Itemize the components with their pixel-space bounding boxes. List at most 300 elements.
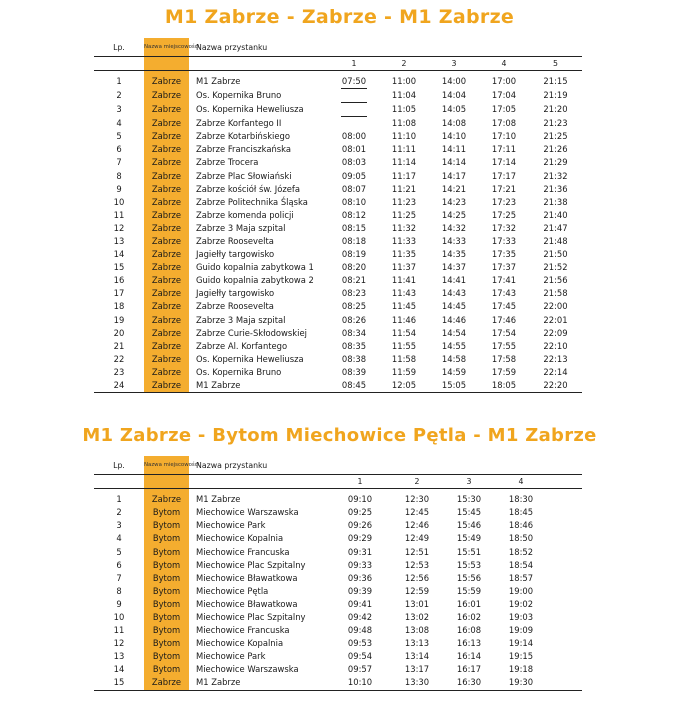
departure-time-cell: 08:03	[341, 157, 367, 168]
departure-time-cell: 09:42	[347, 611, 373, 622]
stop-name-cell: M1 Zabrze	[196, 76, 241, 87]
stop-name-cell: Miechowice Kopalnia	[196, 638, 284, 649]
stop-name-cell: Zabrze Franciszkańska	[196, 144, 291, 155]
town-cell: Zabrze	[144, 183, 189, 196]
departure-time-cell: 17:37	[491, 262, 517, 273]
departure-time-cell: 18:57	[508, 572, 534, 583]
stop-name-cell: Miechowice Park	[196, 651, 266, 662]
departure-time-cell: 14:55	[441, 340, 467, 351]
header-run: 2	[379, 57, 429, 71]
departure-time-cell: 12:45	[404, 507, 430, 518]
departure-time-cell: 08:35	[341, 340, 367, 351]
table-row	[94, 222, 582, 235]
stop-name-cell: Zabrze kościół św. Józefa	[196, 183, 300, 194]
row-number: 21	[113, 340, 125, 351]
stop-name-cell: Miechowice Kopalnia	[196, 533, 284, 544]
departure-time-cell	[329, 88, 379, 102]
town-cell: Zabrze	[144, 88, 189, 102]
departure-time-cell: 14:59	[441, 366, 467, 377]
departure-time-cell: 13:17	[404, 664, 430, 675]
departure-time-cell: 17:32	[491, 222, 517, 233]
row-number: 16	[113, 275, 125, 286]
stop-name-cell: Os. Kopernika Heweliusza	[196, 353, 304, 364]
departure-time-cell: 08:19	[341, 249, 367, 260]
departure-time-cell: 12:59	[404, 585, 430, 596]
departure-time-cell: 11:05	[391, 103, 417, 114]
row-number: 1	[116, 76, 122, 87]
town-cell: Bytom	[144, 506, 189, 519]
departure-time-cell: 17:00	[491, 76, 517, 87]
departure-time-cell: 18:50	[508, 533, 534, 544]
stop-name-cell: Miechowice Park	[196, 520, 266, 531]
table-row	[94, 143, 582, 156]
row-number: 22	[113, 353, 125, 364]
table-row	[94, 676, 582, 690]
departure-time-cell: 18:46	[508, 520, 534, 531]
stop-name-cell: Guido kopalnia zabytkowa 2	[196, 275, 314, 286]
departure-time-cell: 11:35	[391, 249, 417, 260]
departure-time-cell: 08:39	[341, 366, 367, 377]
departure-time-cell: 17:25	[491, 209, 517, 220]
departure-time-cell: 08:01	[341, 144, 367, 155]
row-number: 12	[113, 222, 125, 233]
stop-name-cell: Zabrze Al. Korfantego	[196, 340, 288, 351]
stop-name-cell: Zabrze 3 Maja szpital	[196, 222, 286, 233]
departure-time-cell: 11:58	[391, 353, 417, 364]
row-number: 6	[116, 559, 122, 570]
town-cell: Zabrze	[144, 196, 189, 209]
departure-time-cell: 13:30	[391, 676, 443, 690]
header-run: 2	[391, 475, 443, 489]
stop-name-cell: Miechowice Francuska	[196, 546, 290, 557]
table-row	[94, 637, 582, 650]
stop-name-cell: M1 Zabrze	[196, 494, 241, 505]
row-number: 18	[113, 301, 125, 312]
departure-time-cell: 21:36	[543, 183, 568, 194]
town-cell: Zabrze	[144, 300, 189, 313]
departure-time-cell: 09:57	[347, 664, 373, 675]
departure-time-cell: 12:56	[404, 572, 430, 583]
departure-time-cell: 09:39	[347, 585, 373, 596]
table-row	[94, 663, 582, 676]
town-cell: Zabrze	[144, 209, 189, 222]
row-number: 2	[116, 507, 122, 518]
table-row	[94, 300, 582, 313]
departure-time-cell: 14:08	[441, 117, 467, 128]
departure-time-cell: 09:31	[347, 546, 373, 557]
departure-time-cell: 19:15	[508, 651, 534, 662]
departure-time-cell: 14:23	[441, 196, 467, 207]
stop-name-cell: Os. Kopernika Bruno	[196, 89, 282, 100]
row-number: 13	[113, 651, 125, 662]
departure-time-cell: 09:53	[347, 638, 373, 649]
departure-time-cell: 12:53	[404, 559, 430, 570]
departure-time-cell: 17:45	[491, 301, 517, 312]
stop-name-cell: Zabrze Korfantego II	[196, 117, 282, 128]
departure-time-cell: 11:23	[391, 196, 417, 207]
row-number: 5	[116, 546, 122, 557]
stop-name-cell: Zabrze Kotarbińskiego	[196, 131, 290, 142]
stop-name-cell: Zabrze Curie-Skłodowskiej	[196, 327, 307, 338]
row-number: 2	[116, 89, 122, 100]
departure-time-cell: 17:14	[491, 157, 517, 168]
row-number: 12	[113, 638, 125, 649]
town-cell: Zabrze	[144, 327, 189, 340]
departure-time-cell: 18:54	[508, 559, 534, 570]
header-run: 1	[329, 475, 391, 489]
departure-time-cell: 17:35	[491, 249, 517, 260]
header-run: 5	[529, 57, 582, 71]
departure-time-cell: 13:14	[404, 651, 430, 662]
table-row	[94, 156, 582, 169]
departure-time-cell: 12:05	[379, 379, 429, 393]
table-row	[94, 545, 582, 558]
stop-name-cell: Guido kopalnia zabytkowa 1	[196, 262, 314, 273]
table-row	[94, 624, 582, 637]
departure-time-cell: 09:29	[347, 533, 373, 544]
departure-time-cell: 14:32	[441, 222, 467, 233]
departure-time-cell: 08:38	[341, 353, 367, 364]
departure-time-cell: 11:08	[391, 117, 417, 128]
timetable-1	[94, 38, 582, 393]
departure-time-cell: 11:41	[391, 275, 417, 286]
departure-time-cell: 18:30	[508, 494, 534, 505]
stop-name-cell: Os. Kopernika Bruno	[196, 366, 282, 377]
departure-time-cell: 21:23	[543, 117, 568, 128]
departure-time-cell: 08:20	[341, 262, 367, 273]
town-cell: Bytom	[144, 637, 189, 650]
departure-time-cell: 13:02	[404, 611, 430, 622]
stop-name-cell: Zabrze Trocera	[196, 157, 259, 168]
town-cell: Bytom	[144, 650, 189, 663]
departure-time-cell: 16:30	[443, 676, 495, 690]
departure-time-cell: 19:03	[508, 611, 534, 622]
departure-time-cell: 08:26	[341, 314, 367, 325]
town-cell: Zabrze	[144, 248, 189, 261]
departure-time-cell: 22:09	[543, 327, 568, 338]
departure-time-cell: 14:04	[441, 89, 467, 100]
town-cell: Zabrze	[144, 235, 189, 248]
departure-time-cell: 21:48	[543, 235, 568, 246]
departure-time-cell: 15:05	[429, 379, 479, 393]
table-row	[94, 650, 582, 663]
departure-time-cell: 13:01	[404, 598, 430, 609]
table-row	[94, 559, 582, 572]
departure-time-cell: 17:05	[491, 103, 517, 114]
town-cell: Zabrze	[144, 676, 189, 690]
departure-time-cell: 11:54	[391, 327, 417, 338]
table-row	[94, 598, 582, 611]
departure-time-cell: 22:01	[543, 314, 568, 325]
table-row	[94, 314, 582, 327]
town-cell: Zabrze	[144, 340, 189, 353]
row-number: 10	[113, 611, 125, 622]
departure-time-cell: 14:41	[441, 275, 467, 286]
departure-time-cell: 21:19	[543, 89, 568, 100]
table-row	[94, 209, 582, 222]
departure-time-cell: 11:46	[391, 314, 417, 325]
departure-time-cell: 19:00	[508, 585, 534, 596]
departure-time-cell	[329, 116, 379, 130]
departure-time-cell: 22:20	[529, 379, 582, 393]
stop-name-cell: Os. Kopernika Heweliusza	[196, 103, 304, 114]
town-cell: Bytom	[144, 624, 189, 637]
departure-time-cell: 14:00	[441, 76, 467, 87]
departure-time-cell: 15:46	[456, 520, 482, 531]
departure-time-cell: 16:01	[456, 598, 482, 609]
table-row	[94, 572, 582, 585]
departure-time-cell: 17:46	[491, 314, 517, 325]
stop-name-cell: Miechowice Bławatkowa	[196, 598, 298, 609]
departure-time-cell: 17:21	[491, 183, 517, 194]
row-number: 15	[94, 676, 144, 690]
departure-time-cell: 17:10	[491, 131, 517, 142]
departure-time-cell: 08:07	[341, 183, 367, 194]
departure-time-cell: 15:53	[456, 559, 482, 570]
town-cell: Bytom	[144, 572, 189, 585]
town-cell: Bytom	[144, 663, 189, 676]
departure-time-cell: 08:15	[341, 222, 367, 233]
departure-time-cell: 11:45	[391, 301, 417, 312]
town-cell: Zabrze	[144, 116, 189, 130]
row-number: 10	[113, 196, 125, 207]
header-town: Nazwa miejscowości	[144, 38, 189, 57]
stop-name-cell: Miechowice Francuska	[196, 625, 290, 636]
departure-time-cell: 18:45	[508, 507, 534, 518]
departure-time-cell: 14:05	[441, 103, 467, 114]
departure-time-cell: 17:54	[491, 327, 517, 338]
town-cell: Zabrze	[144, 379, 189, 393]
departure-time-cell	[329, 102, 379, 116]
table-row	[94, 340, 582, 353]
row-number: 11	[113, 625, 125, 636]
departure-time-cell: 21:40	[543, 209, 568, 220]
departure-time-cell: 21:25	[543, 131, 568, 142]
departure-time-cell: 19:14	[508, 638, 534, 649]
departure-time-cell: 16:13	[456, 638, 482, 649]
header-lp: Lp.	[94, 38, 144, 57]
stop-name-cell: Zabrze Roosevelta	[196, 235, 274, 246]
departure-time-cell: 14:58	[441, 353, 467, 364]
departure-time-cell: 16:14	[456, 651, 482, 662]
departure-time-cell: 11:04	[391, 89, 417, 100]
row-number: 5	[116, 131, 122, 142]
town-cell: Zabrze	[144, 156, 189, 169]
departure-time-cell: 21:26	[543, 144, 568, 155]
departure-time-cell: 17:11	[491, 144, 517, 155]
row-number: 23	[113, 366, 125, 377]
departure-time-cell: 11:59	[391, 366, 417, 377]
header-run: 1	[329, 57, 379, 71]
departure-time-cell: 11:00	[391, 76, 417, 87]
departure-time-cell: 21:56	[543, 275, 568, 286]
departure-time-cell: 22:10	[543, 340, 568, 351]
departure-time-cell: 15:56	[456, 572, 482, 583]
town-cell: Zabrze	[144, 102, 189, 116]
departure-time-cell: 14:14	[441, 157, 467, 168]
departure-time-cell: 14:17	[441, 170, 467, 181]
stop-name-cell: Miechowice Warszawska	[196, 664, 299, 675]
stop-name-cell: Jagiełły targowisko	[196, 249, 275, 260]
departure-time-cell: 14:10	[441, 131, 467, 142]
departure-time-cell: 14:43	[441, 288, 467, 299]
departure-time-cell: 14:46	[441, 314, 467, 325]
timetable-2	[94, 456, 582, 691]
departure-time-cell: 14:21	[441, 183, 467, 194]
departure-time-cell: 14:37	[441, 262, 467, 273]
stop-name-cell: Zabrze Roosevelta	[196, 301, 274, 312]
header-town: Nazwa miejscowości	[144, 456, 189, 475]
departure-time-cell: 12:46	[404, 520, 430, 531]
row-number: 9	[116, 598, 122, 609]
town-cell: Zabrze	[144, 143, 189, 156]
departure-time-cell: 08:10	[341, 196, 367, 207]
no-departure-dash	[341, 88, 367, 102]
town-cell: Zabrze	[144, 353, 189, 366]
departure-time-cell: 09:10	[347, 494, 373, 505]
departure-time-cell: 19:09	[508, 625, 534, 636]
departure-time-cell: 16:08	[456, 625, 482, 636]
no-departure-dash	[341, 116, 367, 130]
departure-time-cell: 11:25	[391, 209, 417, 220]
departure-time-cell: 09:54	[347, 651, 373, 662]
timetable-1-body	[94, 75, 582, 392]
stop-name-cell: M1 Zabrze	[189, 379, 329, 393]
departure-time-cell: 21:15	[543, 76, 568, 87]
table-row	[94, 75, 582, 88]
stop-name-cell: Zabrze Politechnika Śląska	[196, 196, 308, 207]
stop-name-cell: Zabrze komenda policji	[196, 209, 294, 220]
departure-time-cell: 17:41	[491, 275, 517, 286]
row-number: 15	[113, 262, 125, 273]
departure-time-cell: 11:10	[391, 131, 417, 142]
departure-time-cell: 17:59	[491, 366, 517, 377]
row-number: 4	[116, 117, 122, 128]
departure-time-cell: 08:23	[341, 288, 367, 299]
town-cell: Bytom	[144, 545, 189, 558]
town-cell: Zabrze	[144, 75, 189, 88]
departure-time-cell: 11:32	[391, 222, 417, 233]
table-row	[94, 88, 582, 102]
row-number: 3	[116, 520, 122, 531]
table-row	[94, 353, 582, 366]
departure-time-cell: 09:05	[341, 170, 367, 181]
departure-time-cell: 16:02	[456, 611, 482, 622]
departure-time-cell: 15:59	[456, 585, 482, 596]
departure-time-cell: 17:43	[491, 288, 517, 299]
town-cell: Bytom	[144, 519, 189, 532]
departure-time-cell: 21:32	[543, 170, 568, 181]
departure-time-cell: 13:13	[404, 638, 430, 649]
header-run: 3	[443, 475, 495, 489]
departure-time-cell: 09:41	[347, 598, 373, 609]
town-cell: Zabrze	[144, 169, 189, 182]
row-number: 6	[116, 144, 122, 155]
row-number: 7	[116, 157, 122, 168]
row-number: 17	[113, 288, 125, 299]
timetable-2-body	[94, 493, 582, 690]
departure-time-cell: 09:33	[347, 559, 373, 570]
departure-time-cell: 09:36	[347, 572, 373, 583]
departure-time-cell: 15:45	[456, 507, 482, 518]
departure-time-cell: 08:21	[341, 275, 367, 286]
departure-time-cell: 17:33	[491, 235, 517, 246]
table-row	[94, 327, 582, 340]
table-row	[94, 519, 582, 532]
departure-time-cell: 14:35	[441, 249, 467, 260]
town-cell: Zabrze	[144, 261, 189, 274]
town-cell: Bytom	[144, 532, 189, 545]
departure-time-cell: 17:23	[491, 196, 517, 207]
stop-name-cell: Miechowice Bławatkowa	[196, 572, 298, 583]
departure-time-cell: 11:11	[391, 144, 417, 155]
departure-time-cell: 13:08	[404, 625, 430, 636]
town-cell: Zabrze	[144, 493, 189, 506]
departure-time-cell: 08:18	[341, 235, 367, 246]
departure-time-cell: 21:52	[543, 262, 568, 273]
departure-time-cell: 08:25	[341, 301, 367, 312]
stop-name-cell: Zabrze 3 Maja szpital	[196, 314, 286, 325]
table-row	[94, 102, 582, 116]
table-row	[94, 235, 582, 248]
town-cell: Zabrze	[144, 130, 189, 143]
table-row	[94, 130, 582, 143]
town-cell: Bytom	[144, 559, 189, 572]
departure-time-cell: 10:10	[329, 676, 391, 690]
departure-time-cell: 22:14	[543, 366, 568, 377]
stop-name-cell: Miechowice Warszawska	[196, 507, 299, 518]
town-cell: Bytom	[144, 598, 189, 611]
row-number: 8	[116, 585, 122, 596]
departure-time-cell: 18:05	[479, 379, 529, 393]
table-row	[94, 248, 582, 261]
departure-time-cell: 11:55	[391, 340, 417, 351]
departure-time-cell: 18:52	[508, 546, 534, 557]
departure-time-cell: 19:30	[495, 676, 547, 690]
stop-name-cell: M1 Zabrze	[189, 676, 329, 690]
row-number: 7	[116, 572, 122, 583]
header-lp: Lp.	[94, 456, 144, 475]
table-row	[94, 169, 582, 182]
departure-time-cell: 19:18	[508, 664, 534, 675]
stop-name-cell: Miechowice Pętla	[196, 585, 269, 596]
stop-name-cell: Zabrze Plac Słowiański	[196, 170, 292, 181]
departure-time-cell: 09:26	[347, 520, 373, 531]
departure-time-cell: 22:00	[543, 301, 568, 312]
departure-time-cell: 08:00	[341, 131, 367, 142]
timetable-2-title: M1 Zabrze - Bytom Miechowice Pętla - M1 Zabrze	[82, 425, 597, 446]
departure-time-cell: 21:47	[543, 222, 568, 233]
departure-time-cell: 22:13	[543, 353, 568, 364]
departure-time-cell: 12:30	[404, 494, 430, 505]
row-number: 13	[113, 235, 125, 246]
table-row	[94, 611, 582, 624]
row-number: 20	[113, 327, 125, 338]
departure-time-cell: 12:51	[404, 546, 430, 557]
table-row	[94, 183, 582, 196]
row-number: 4	[116, 533, 122, 544]
departure-time-cell: 15:30	[456, 494, 482, 505]
stop-name-cell: Miechowice Plac Szpitalny	[196, 559, 306, 570]
departure-time-cell: 08:12	[341, 209, 367, 220]
departure-time-cell: 21:58	[543, 288, 568, 299]
table-row	[94, 274, 582, 287]
departure-time-cell: 14:25	[441, 209, 467, 220]
departure-time-cell: 11:21	[391, 183, 417, 194]
row-number: 24	[94, 379, 144, 393]
town-cell: Zabrze	[144, 274, 189, 287]
row-number: 19	[113, 314, 125, 325]
